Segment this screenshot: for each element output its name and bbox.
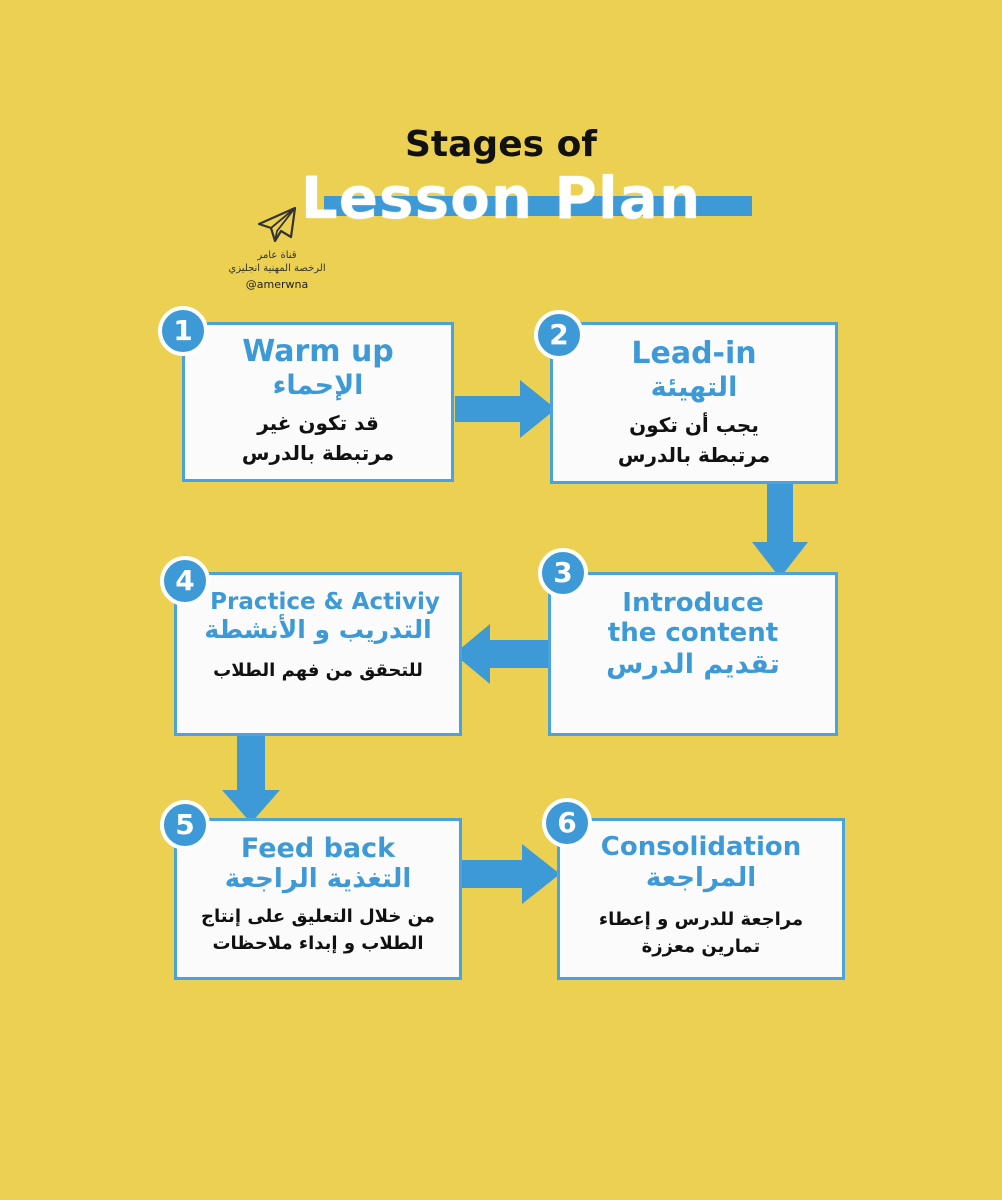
- stage-2-desc-1: يجب أن تكون: [629, 412, 759, 437]
- stage-4-title-ar: التدريب و الأنشطة: [204, 615, 432, 645]
- stage-4-title: Practice & Activiy: [210, 589, 440, 615]
- stage-3-box: [548, 572, 838, 736]
- arrow-2-to-3: [752, 484, 808, 578]
- arrow-4-to-5: [222, 735, 280, 823]
- stage-4-number: 4: [160, 556, 210, 606]
- stage-2-desc-2: مرتبطة بالدرس: [617, 442, 771, 467]
- stage-6-title: Consolidation: [600, 832, 802, 862]
- title-line1: Stages of: [405, 124, 597, 165]
- stage-3-number: 3: [538, 548, 588, 598]
- stage-2-number: 2: [534, 310, 584, 360]
- stage-5-title: Feed back: [240, 833, 396, 864]
- stage-5-desc-1: من خلال التعليق على إنتاج: [201, 906, 435, 928]
- stage-1-desc-1: قد تكون غير: [257, 410, 379, 435]
- stage-5-title-ar: التغذية الراجعة: [224, 864, 412, 895]
- stage-1-number: 1: [158, 306, 208, 356]
- stage-5-box: [174, 818, 462, 980]
- title-line2: Lesson Plan: [300, 164, 702, 232]
- stage-2-title-ar: التهيئة: [650, 371, 738, 403]
- stage-2-box: [550, 322, 838, 484]
- stage-6-desc-1: مراجعة للدرس و إعطاء: [598, 909, 804, 931]
- stage-3-title-1: Introduce: [622, 588, 764, 618]
- channel-handle: @amerwna: [245, 278, 309, 291]
- stage-1-box: [182, 322, 454, 482]
- stage-6-number: 6: [542, 798, 592, 848]
- stage-4-box: [174, 572, 462, 736]
- stage-5-number: 5: [160, 800, 210, 850]
- stage-1-title: Warm up: [242, 334, 394, 369]
- arrow-5-to-6: [460, 844, 560, 904]
- channel-name: قناة عامر: [257, 250, 297, 261]
- stage-6-title-ar: المراجعة: [645, 862, 757, 893]
- channel-subtitle: الرخصة المهنية انجليزي: [228, 263, 326, 274]
- stage-3-title-ar: تقديم الدرس: [606, 648, 780, 680]
- stage-5-desc-2: الطلاب و إبداء ملاحظات: [212, 933, 424, 955]
- stage-4-desc-1: للتحقق من فهم الطلاب: [213, 660, 423, 682]
- arrow-3-to-4: [454, 624, 550, 684]
- stage-2-title: Lead-in: [631, 336, 757, 371]
- stage-3-title-2: the content: [607, 617, 779, 648]
- stage-1-desc-2: مرتبطة بالدرس: [241, 440, 395, 465]
- stage-6-desc-2: تمارين معززة: [641, 936, 761, 958]
- arrow-1-to-2: [455, 380, 556, 438]
- stage-1-title-ar: الإحماء: [272, 369, 364, 401]
- stage-6-box: [557, 818, 845, 980]
